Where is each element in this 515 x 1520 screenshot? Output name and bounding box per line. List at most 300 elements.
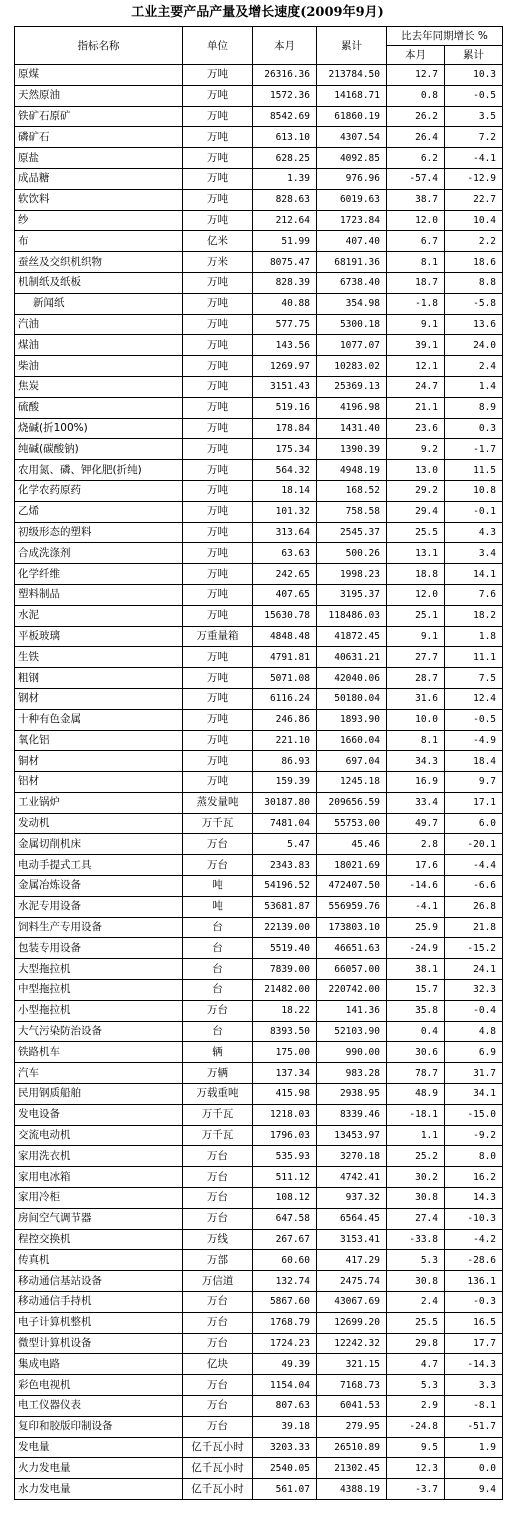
indicator-name-cell: 铁矿石原矿 xyxy=(15,106,183,127)
table-row xyxy=(15,522,503,543)
growth-month-cell: -14.6 xyxy=(387,876,445,897)
growth-cumulative-cell: 10.8 xyxy=(445,480,503,501)
cumulative-value-cell: 983.28 xyxy=(317,1063,387,1084)
growth-month-cell: 21.1 xyxy=(387,397,445,418)
indicator-name-cell: 新闻纸 xyxy=(15,293,183,314)
cumulative-value-cell: 3270.18 xyxy=(317,1146,387,1167)
table-row xyxy=(15,1271,503,1292)
month-value-cell: 8542.69 xyxy=(253,106,317,127)
unit-cell: 万吨 xyxy=(183,730,253,751)
indicator-name-cell: 小型拖拉机 xyxy=(15,1000,183,1021)
growth-cumulative-cell: -12.9 xyxy=(445,168,503,189)
growth-cumulative-cell: -0.4 xyxy=(445,1000,503,1021)
growth-cumulative-cell: 10.3 xyxy=(445,65,503,86)
table-row xyxy=(15,938,503,959)
header-yoy-growth: 比去年同期增长 % xyxy=(387,27,503,46)
unit-cell: 万线 xyxy=(183,1229,253,1250)
month-value-cell: 39.18 xyxy=(253,1416,317,1437)
growth-cumulative-cell: 11.5 xyxy=(445,460,503,481)
unit-cell: 万吨 xyxy=(183,127,253,148)
indicator-name-cell: 蚕丝及交织机织物 xyxy=(15,252,183,273)
growth-cumulative-cell: 26.8 xyxy=(445,896,503,917)
unit-cell: 万吨 xyxy=(183,584,253,605)
cumulative-value-cell: 6041.53 xyxy=(317,1396,387,1417)
cumulative-value-cell: 173803.10 xyxy=(317,917,387,938)
unit-cell: 万吨 xyxy=(183,605,253,626)
unit-cell: 万台 xyxy=(183,1146,253,1167)
growth-cumulative-cell: -6.6 xyxy=(445,876,503,897)
indicator-name-cell: 铁路机车 xyxy=(15,1042,183,1063)
growth-month-cell: 0.4 xyxy=(387,1021,445,1042)
month-value-cell: 159.39 xyxy=(253,772,317,793)
cumulative-value-cell: 556959.76 xyxy=(317,896,387,917)
cumulative-value-cell: 500.26 xyxy=(317,543,387,564)
indicator-name-cell: 水泥 xyxy=(15,605,183,626)
unit-cell: 亿千瓦小时 xyxy=(183,1437,253,1458)
table-row xyxy=(15,1312,503,1333)
table-row xyxy=(15,792,503,813)
header-unit: 单位 xyxy=(183,27,253,65)
growth-cumulative-cell: -0.5 xyxy=(445,709,503,730)
header-growth-cumulative: 累计 xyxy=(445,46,503,65)
unit-cell: 万吨 xyxy=(183,501,253,522)
growth-cumulative-cell: 31.7 xyxy=(445,1063,503,1084)
growth-cumulative-cell: 6.0 xyxy=(445,813,503,834)
unit-cell: 万吨 xyxy=(183,272,253,293)
cumulative-value-cell: 12699.20 xyxy=(317,1312,387,1333)
month-value-cell: 22139.00 xyxy=(253,917,317,938)
unit-cell: 万吨 xyxy=(183,522,253,543)
growth-cumulative-cell: -28.6 xyxy=(445,1250,503,1271)
table-row xyxy=(15,1250,503,1271)
month-value-cell: 40.88 xyxy=(253,293,317,314)
cumulative-value-cell: 2475.74 xyxy=(317,1271,387,1292)
unit-cell: 万台 xyxy=(183,1396,253,1417)
growth-month-cell: 25.9 xyxy=(387,917,445,938)
growth-month-cell: 9.1 xyxy=(387,314,445,335)
table-row xyxy=(15,1146,503,1167)
indicator-name-cell: 传真机 xyxy=(15,1250,183,1271)
growth-cumulative-cell: -15.2 xyxy=(445,938,503,959)
indicator-name-cell: 家用冷柜 xyxy=(15,1188,183,1209)
unit-cell: 亿千瓦小时 xyxy=(183,1479,253,1500)
growth-cumulative-cell: 34.1 xyxy=(445,1084,503,1105)
indicator-name-cell: 生铁 xyxy=(15,647,183,668)
growth-cumulative-cell: 16.5 xyxy=(445,1312,503,1333)
table-row xyxy=(15,1229,503,1250)
cumulative-value-cell: 8339.46 xyxy=(317,1104,387,1125)
month-value-cell: 101.32 xyxy=(253,501,317,522)
growth-cumulative-cell: -0.5 xyxy=(445,85,503,106)
month-value-cell: 51.99 xyxy=(253,231,317,252)
indicator-name-cell: 复印和胶版印制设备 xyxy=(15,1416,183,1437)
indicator-name-cell: 硫酸 xyxy=(15,397,183,418)
indicator-name-cell: 大气污染防治设备 xyxy=(15,1021,183,1042)
indicator-name-cell: 十种有色金属 xyxy=(15,709,183,730)
table-row xyxy=(15,127,503,148)
indicator-name-cell: 烧碱(折100%) xyxy=(15,418,183,439)
growth-cumulative-cell: 17.7 xyxy=(445,1333,503,1354)
growth-cumulative-cell: 1.4 xyxy=(445,376,503,397)
indicator-name-cell: 饲料生产专用设备 xyxy=(15,917,183,938)
growth-month-cell: 6.7 xyxy=(387,231,445,252)
indicator-name-cell: 集成电路 xyxy=(15,1354,183,1375)
table-row xyxy=(15,314,503,335)
unit-cell: 万部 xyxy=(183,1250,253,1271)
table-row xyxy=(15,1063,503,1084)
growth-cumulative-cell: 21.8 xyxy=(445,917,503,938)
growth-month-cell: 78.7 xyxy=(387,1063,445,1084)
indicator-name-cell: 合成洗涤剂 xyxy=(15,543,183,564)
month-value-cell: 221.10 xyxy=(253,730,317,751)
unit-cell: 辆 xyxy=(183,1042,253,1063)
month-value-cell: 53681.87 xyxy=(253,896,317,917)
cumulative-value-cell: 1723.84 xyxy=(317,210,387,231)
month-value-cell: 8393.50 xyxy=(253,1021,317,1042)
growth-cumulative-cell: 0.3 xyxy=(445,418,503,439)
table-row xyxy=(15,418,503,439)
table-row xyxy=(15,709,503,730)
growth-month-cell: 12.7 xyxy=(387,65,445,86)
indicator-name-cell: 机制纸及纸板 xyxy=(15,272,183,293)
indicator-name-cell: 发电量 xyxy=(15,1437,183,1458)
cumulative-value-cell: 417.29 xyxy=(317,1250,387,1271)
table-row xyxy=(15,647,503,668)
table-row xyxy=(15,1125,503,1146)
table-row xyxy=(15,293,503,314)
growth-month-cell: -18.1 xyxy=(387,1104,445,1125)
month-value-cell: 5519.40 xyxy=(253,938,317,959)
indicator-name-cell: 布 xyxy=(15,231,183,252)
growth-month-cell: 25.2 xyxy=(387,1146,445,1167)
growth-cumulative-cell: 18.4 xyxy=(445,751,503,772)
month-value-cell: 313.64 xyxy=(253,522,317,543)
growth-cumulative-cell: 10.4 xyxy=(445,210,503,231)
month-value-cell: 1154.04 xyxy=(253,1375,317,1396)
cumulative-value-cell: 4742.41 xyxy=(317,1167,387,1188)
growth-month-cell: 12.0 xyxy=(387,210,445,231)
growth-month-cell: -1.8 xyxy=(387,293,445,314)
growth-cumulative-cell: 9.7 xyxy=(445,772,503,793)
month-value-cell: 564.32 xyxy=(253,460,317,481)
cumulative-value-cell: 1893.90 xyxy=(317,709,387,730)
cumulative-value-cell: 758.58 xyxy=(317,501,387,522)
unit-cell: 万吨 xyxy=(183,85,253,106)
unit-cell: 台 xyxy=(183,917,253,938)
growth-cumulative-cell: 14.1 xyxy=(445,564,503,585)
growth-month-cell: 26.4 xyxy=(387,127,445,148)
unit-cell: 蒸发量吨 xyxy=(183,792,253,813)
cumulative-value-cell: 4196.98 xyxy=(317,397,387,418)
unit-cell: 万吨 xyxy=(183,356,253,377)
cumulative-value-cell: 2545.37 xyxy=(317,522,387,543)
growth-cumulative-cell: 9.4 xyxy=(445,1479,503,1500)
cumulative-value-cell: 4388.19 xyxy=(317,1479,387,1500)
indicator-name-cell: 水泥专用设备 xyxy=(15,896,183,917)
month-value-cell: 63.63 xyxy=(253,543,317,564)
month-value-cell: 267.67 xyxy=(253,1229,317,1250)
indicator-name-cell: 电子计算机整机 xyxy=(15,1312,183,1333)
table-row xyxy=(15,210,503,231)
unit-cell: 万吨 xyxy=(183,647,253,668)
month-value-cell: 21482.00 xyxy=(253,980,317,1001)
table-row xyxy=(15,876,503,897)
cumulative-value-cell: 976.96 xyxy=(317,168,387,189)
growth-month-cell: 31.6 xyxy=(387,688,445,709)
indicator-name-cell: 钢材 xyxy=(15,688,183,709)
growth-cumulative-cell: 8.8 xyxy=(445,272,503,293)
table-row xyxy=(15,1167,503,1188)
indicator-name-cell: 程控交换机 xyxy=(15,1229,183,1250)
cumulative-value-cell: 279.95 xyxy=(317,1416,387,1437)
indicator-name-cell: 家用电冰箱 xyxy=(15,1167,183,1188)
table-row xyxy=(15,751,503,772)
growth-cumulative-cell: -1.7 xyxy=(445,439,503,460)
cumulative-value-cell: 1245.18 xyxy=(317,772,387,793)
table-row xyxy=(15,1000,503,1021)
cumulative-value-cell: 990.00 xyxy=(317,1042,387,1063)
month-value-cell: 3151.43 xyxy=(253,376,317,397)
unit-cell: 万吨 xyxy=(183,564,253,585)
unit-cell: 万吨 xyxy=(183,293,253,314)
growth-month-cell: 15.7 xyxy=(387,980,445,1001)
cumulative-value-cell: 41872.45 xyxy=(317,626,387,647)
month-value-cell: 4791.81 xyxy=(253,647,317,668)
growth-cumulative-cell: -4.1 xyxy=(445,148,503,169)
growth-month-cell: 18.8 xyxy=(387,564,445,585)
unit-cell: 万辆 xyxy=(183,1063,253,1084)
indicator-name-cell: 金属冶炼设备 xyxy=(15,876,183,897)
indicator-name-cell: 发电设备 xyxy=(15,1104,183,1125)
growth-month-cell: 30.2 xyxy=(387,1167,445,1188)
month-value-cell: 8075.47 xyxy=(253,252,317,273)
growth-month-cell: 6.2 xyxy=(387,148,445,169)
unit-cell: 万重量箱 xyxy=(183,626,253,647)
unit-cell: 万米 xyxy=(183,252,253,273)
growth-month-cell: 1.1 xyxy=(387,1125,445,1146)
table-row xyxy=(15,772,503,793)
growth-month-cell: 12.1 xyxy=(387,356,445,377)
unit-cell: 万吨 xyxy=(183,480,253,501)
indicator-name-cell: 包装专用设备 xyxy=(15,938,183,959)
cumulative-value-cell: 45.46 xyxy=(317,834,387,855)
indicator-name-cell: 磷矿石 xyxy=(15,127,183,148)
table-row xyxy=(15,106,503,127)
growth-cumulative-cell: 8.9 xyxy=(445,397,503,418)
unit-cell: 万吨 xyxy=(183,189,253,210)
unit-cell: 万千瓦 xyxy=(183,1125,253,1146)
growth-month-cell: 49.7 xyxy=(387,813,445,834)
month-value-cell: 137.34 xyxy=(253,1063,317,1084)
month-value-cell: 5071.08 xyxy=(253,668,317,689)
indicator-name-cell: 天然原油 xyxy=(15,85,183,106)
growth-month-cell: 10.0 xyxy=(387,709,445,730)
table-row xyxy=(15,564,503,585)
table-row xyxy=(15,439,503,460)
month-value-cell: 4848.48 xyxy=(253,626,317,647)
growth-month-cell: 9.5 xyxy=(387,1437,445,1458)
month-value-cell: 828.63 xyxy=(253,189,317,210)
month-value-cell: 5.47 xyxy=(253,834,317,855)
month-value-cell: 561.07 xyxy=(253,1479,317,1500)
unit-cell: 亿千瓦小时 xyxy=(183,1458,253,1479)
month-value-cell: 18.22 xyxy=(253,1000,317,1021)
table-row xyxy=(15,896,503,917)
growth-cumulative-cell: -0.3 xyxy=(445,1292,503,1313)
table-row xyxy=(15,189,503,210)
unit-cell: 吨 xyxy=(183,876,253,897)
indicator-name-cell: 纱 xyxy=(15,210,183,231)
month-value-cell: 60.60 xyxy=(253,1250,317,1271)
cumulative-value-cell: 61860.19 xyxy=(317,106,387,127)
month-value-cell: 54196.52 xyxy=(253,876,317,897)
month-value-cell: 6116.24 xyxy=(253,688,317,709)
cumulative-value-cell: 118486.03 xyxy=(317,605,387,626)
month-value-cell: 2540.05 xyxy=(253,1458,317,1479)
growth-month-cell: 28.7 xyxy=(387,668,445,689)
unit-cell: 万吨 xyxy=(183,688,253,709)
unit-cell: 万载重吨 xyxy=(183,1084,253,1105)
unit-cell: 万台 xyxy=(183,1208,253,1229)
unit-cell: 万千瓦 xyxy=(183,813,253,834)
unit-cell: 台 xyxy=(183,980,253,1001)
growth-cumulative-cell: 4.3 xyxy=(445,522,503,543)
month-value-cell: 1768.79 xyxy=(253,1312,317,1333)
growth-cumulative-cell: -4.2 xyxy=(445,1229,503,1250)
month-value-cell: 212.64 xyxy=(253,210,317,231)
header-cumulative: 累计 xyxy=(317,27,387,65)
growth-month-cell: 27.4 xyxy=(387,1208,445,1229)
growth-month-cell: -57.4 xyxy=(387,168,445,189)
month-value-cell: 2343.83 xyxy=(253,855,317,876)
table-row xyxy=(15,272,503,293)
cumulative-value-cell: 6564.45 xyxy=(317,1208,387,1229)
month-value-cell: 415.98 xyxy=(253,1084,317,1105)
cumulative-value-cell: 354.98 xyxy=(317,293,387,314)
growth-cumulative-cell: 7.5 xyxy=(445,668,503,689)
growth-cumulative-cell: 32.3 xyxy=(445,980,503,1001)
cumulative-value-cell: 55753.00 xyxy=(317,813,387,834)
growth-month-cell: 16.9 xyxy=(387,772,445,793)
month-value-cell: 143.56 xyxy=(253,335,317,356)
month-value-cell: 647.58 xyxy=(253,1208,317,1229)
growth-month-cell: 29.2 xyxy=(387,480,445,501)
unit-cell: 台 xyxy=(183,1021,253,1042)
growth-cumulative-cell: -51.7 xyxy=(445,1416,503,1437)
month-value-cell: 519.16 xyxy=(253,397,317,418)
unit-cell: 万吨 xyxy=(183,210,253,231)
growth-month-cell: 12.0 xyxy=(387,584,445,605)
growth-month-cell: 24.7 xyxy=(387,376,445,397)
growth-cumulative-cell: 24.1 xyxy=(445,959,503,980)
unit-cell: 万千瓦 xyxy=(183,1104,253,1125)
unit-cell: 万台 xyxy=(183,1375,253,1396)
cumulative-value-cell: 68191.36 xyxy=(317,252,387,273)
unit-cell: 万吨 xyxy=(183,543,253,564)
growth-cumulative-cell: 2.2 xyxy=(445,231,503,252)
cumulative-value-cell: 43067.69 xyxy=(317,1292,387,1313)
growth-month-cell: 4.7 xyxy=(387,1354,445,1375)
growth-month-cell: 5.3 xyxy=(387,1375,445,1396)
table-row xyxy=(15,813,503,834)
indicator-name-cell: 粗钢 xyxy=(15,668,183,689)
growth-month-cell: 8.1 xyxy=(387,730,445,751)
table-row xyxy=(15,1458,503,1479)
growth-cumulative-cell: 16.2 xyxy=(445,1167,503,1188)
header-indicator-name: 指标名称 xyxy=(15,27,183,65)
cumulative-value-cell: 7168.73 xyxy=(317,1375,387,1396)
table-row xyxy=(15,1354,503,1375)
cumulative-value-cell: 21302.45 xyxy=(317,1458,387,1479)
cumulative-value-cell: 1390.39 xyxy=(317,439,387,460)
cumulative-value-cell: 10283.02 xyxy=(317,356,387,377)
growth-month-cell: 25.1 xyxy=(387,605,445,626)
growth-month-cell: 34.3 xyxy=(387,751,445,772)
table-row xyxy=(15,1333,503,1354)
cumulative-value-cell: 141.36 xyxy=(317,1000,387,1021)
growth-cumulative-cell: -9.2 xyxy=(445,1125,503,1146)
cumulative-value-cell: 1431.40 xyxy=(317,418,387,439)
month-value-cell: 5867.60 xyxy=(253,1292,317,1313)
cumulative-value-cell: 1660.04 xyxy=(317,730,387,751)
growth-month-cell: 23.6 xyxy=(387,418,445,439)
growth-cumulative-cell: -14.3 xyxy=(445,1354,503,1375)
growth-month-cell: 9.2 xyxy=(387,439,445,460)
table-row xyxy=(15,1042,503,1063)
growth-month-cell: 39.1 xyxy=(387,335,445,356)
growth-month-cell: 25.5 xyxy=(387,1312,445,1333)
growth-cumulative-cell: 17.1 xyxy=(445,792,503,813)
table-row xyxy=(15,1104,503,1125)
growth-month-cell: -24.8 xyxy=(387,1416,445,1437)
table-row xyxy=(15,730,503,751)
growth-month-cell: 38.1 xyxy=(387,959,445,980)
indicator-name-cell: 焦炭 xyxy=(15,376,183,397)
month-value-cell: 86.93 xyxy=(253,751,317,772)
growth-month-cell: -24.9 xyxy=(387,938,445,959)
unit-cell: 万吨 xyxy=(183,709,253,730)
month-value-cell: 7481.04 xyxy=(253,813,317,834)
indicator-name-cell: 化学纤维 xyxy=(15,564,183,585)
cumulative-value-cell: 697.04 xyxy=(317,751,387,772)
growth-month-cell: 0.8 xyxy=(387,85,445,106)
growth-cumulative-cell: 6.9 xyxy=(445,1042,503,1063)
indicator-name-cell: 工业锅炉 xyxy=(15,792,183,813)
growth-month-cell: 13.1 xyxy=(387,543,445,564)
growth-cumulative-cell: 13.6 xyxy=(445,314,503,335)
month-value-cell: 535.93 xyxy=(253,1146,317,1167)
unit-cell: 万吨 xyxy=(183,772,253,793)
indicator-name-cell: 化学农药原药 xyxy=(15,480,183,501)
cumulative-value-cell: 168.52 xyxy=(317,480,387,501)
indicator-name-cell: 初级形态的塑料 xyxy=(15,522,183,543)
cumulative-value-cell: 5300.18 xyxy=(317,314,387,335)
table-row xyxy=(15,834,503,855)
growth-month-cell: 38.7 xyxy=(387,189,445,210)
growth-month-cell: 25.5 xyxy=(387,522,445,543)
growth-cumulative-cell: -8.1 xyxy=(445,1396,503,1417)
growth-month-cell: 35.8 xyxy=(387,1000,445,1021)
month-value-cell: 132.74 xyxy=(253,1271,317,1292)
cumulative-value-cell: 13453.97 xyxy=(317,1125,387,1146)
growth-month-cell: 29.4 xyxy=(387,501,445,522)
growth-cumulative-cell: -10.3 xyxy=(445,1208,503,1229)
unit-cell: 万台 xyxy=(183,855,253,876)
unit-cell: 万吨 xyxy=(183,418,253,439)
table-row xyxy=(15,1437,503,1458)
growth-cumulative-cell: 24.0 xyxy=(445,335,503,356)
table-row xyxy=(15,959,503,980)
